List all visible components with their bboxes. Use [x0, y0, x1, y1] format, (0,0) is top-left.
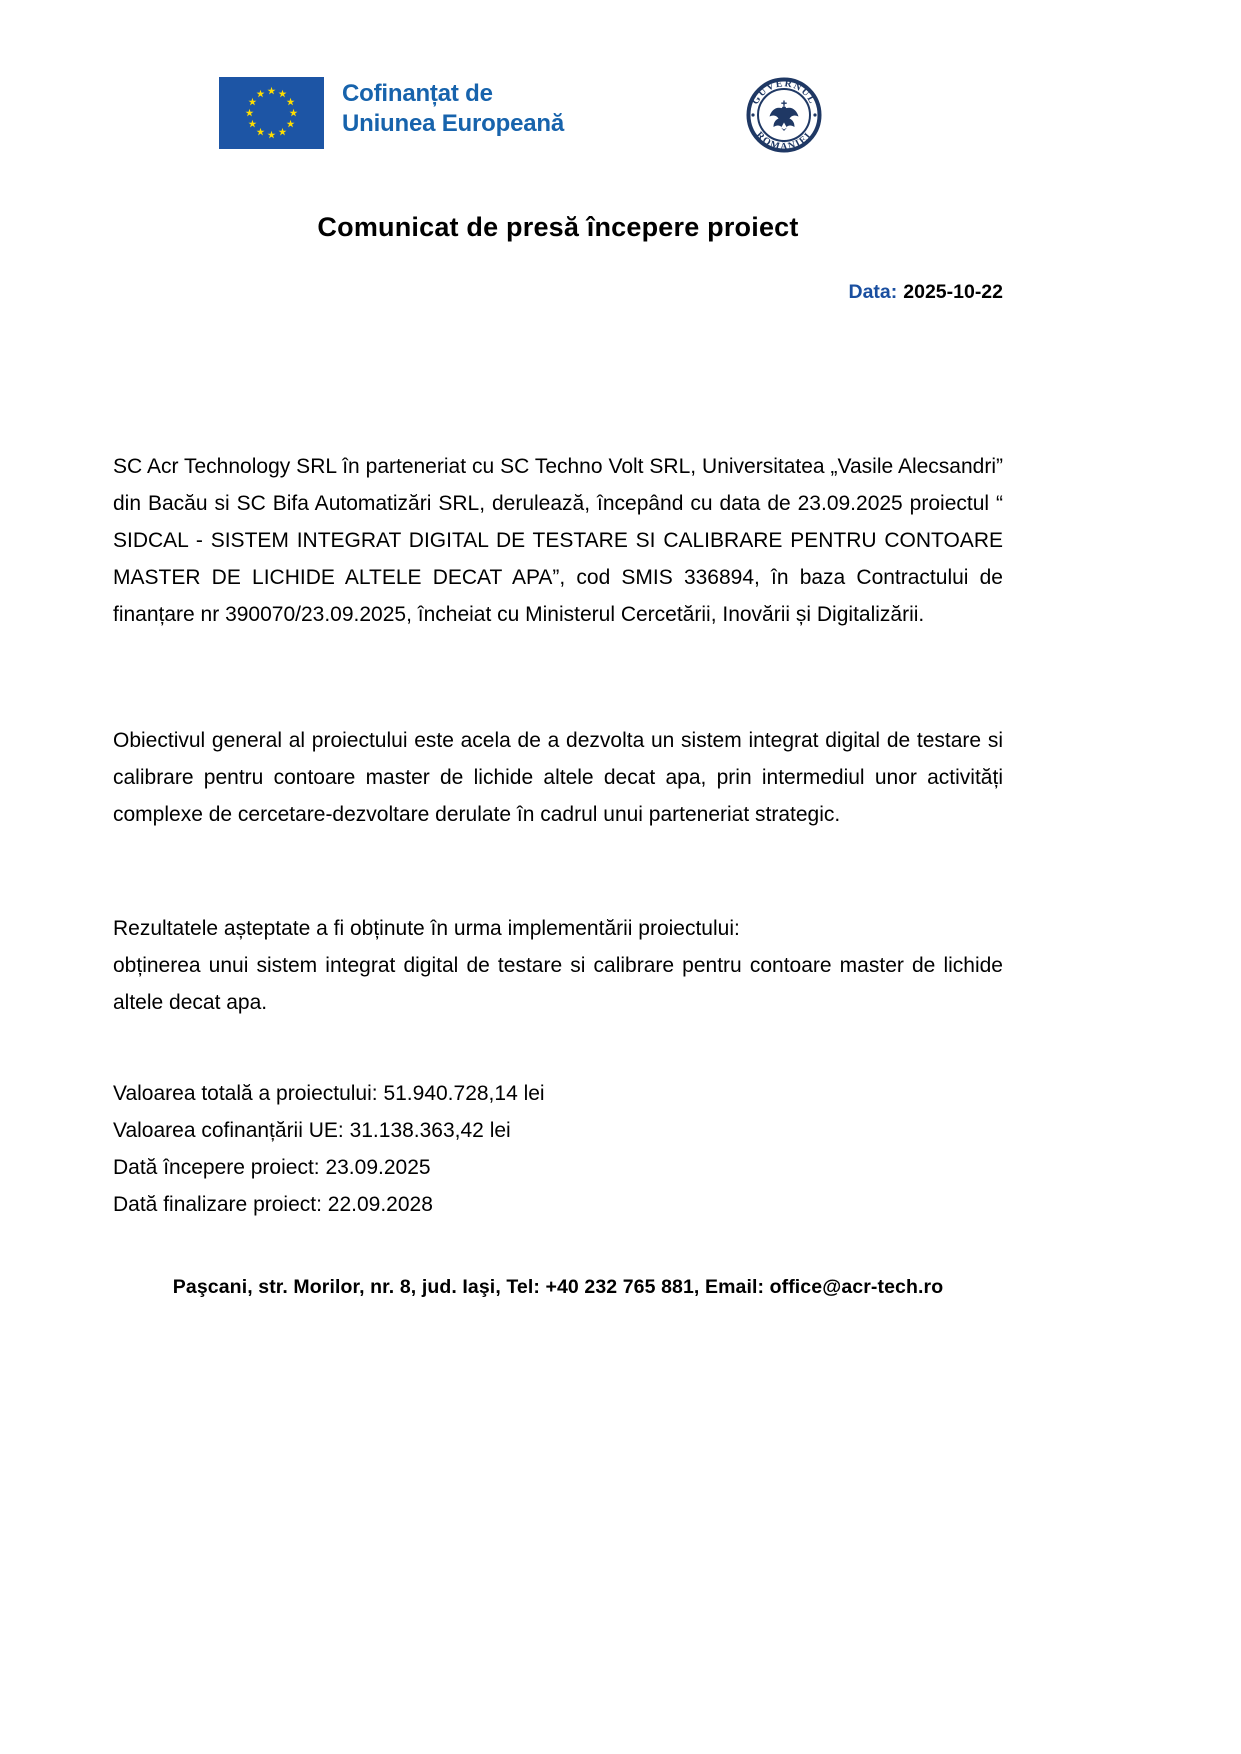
detail-total-value: Valoarea totală a proiectului: 51.940.728,14 lei	[113, 1082, 545, 1105]
paragraph-general-objective: Obiectivul general al proiectului este acela de a dezvolta un sistem integrat digital de testare si calibrare pentru contoare master de lichide altele decat apa, prin intermediul unor activități complexe de cercetare-dezvoltare derulate în cadrul unui parteneriat strategic.	[113, 729, 1003, 826]
eu-logo	[219, 77, 564, 149]
eu-logo-line1: Cofinanțat de	[342, 80, 493, 107]
date-line	[113, 281, 1003, 304]
footer-contact: Paşcani, str. Morilor, nr. 8, jud. Iaşi, Tel: +40 232 765 881, Email: office@acr-tech.ro	[172, 1276, 944, 1298]
detail-start-date: Dată începere proiect: 23.09.2025	[113, 1156, 431, 1179]
project-details-list	[113, 1075, 1003, 1223]
page-title: Comunicat de presă începere proiect	[317, 212, 799, 242]
seal-top-text: GUVERNUL	[749, 78, 819, 107]
gov-romania-seal-icon	[745, 76, 823, 154]
detail-eu-cofinancing: Valoarea cofinanțării UE: 31.138.363,42 lei	[113, 1119, 511, 1142]
expected-results-intro: Rezultatele așteptate a fi obținute în urma implementării proiectului:	[113, 917, 740, 940]
date-label: Data:	[848, 281, 898, 303]
expected-results-body: obținerea unui sistem integrat digital de testare si calibrare pentru contoare master de lichide altele decat apa.	[113, 954, 1003, 1014]
seal-eagle-emblem	[770, 101, 799, 132]
paragraph-expected-results	[113, 910, 1003, 1021]
date-value: 2025-10-22	[903, 281, 1003, 303]
eu-logo-text	[342, 79, 564, 139]
eu-flag-icon	[219, 77, 324, 149]
paragraph-project-announcement: SC Acr Technology SRL în parteneriat cu SC Techno Volt SRL, Universitatea „Vasile Alecsandri” din Bacău si SC Bifa Automatizări SRL, derulează, începând cu data de 23.09.2025 proiectul “ SIDCAL - SISTEM INTEGRAT DIGITAL DE TESTARE SI CALIBRARE PENTRU CONTOARE MASTER DE LICHIDE ALTELE DECAT APA”, cod SMIS 336894, în baza Contractului de finanțare nr 390070/23.09.2025, încheiat cu Ministerul Cercetării, Inovării și Digitalizării.	[113, 455, 1003, 626]
eu-logo-line2: Uniunea Europeană	[342, 110, 564, 137]
detail-end-date: Dată finalizare proiect: 22.09.2028	[113, 1193, 433, 1216]
seal-bottom-text: ROMÂNIEI	[753, 129, 815, 153]
